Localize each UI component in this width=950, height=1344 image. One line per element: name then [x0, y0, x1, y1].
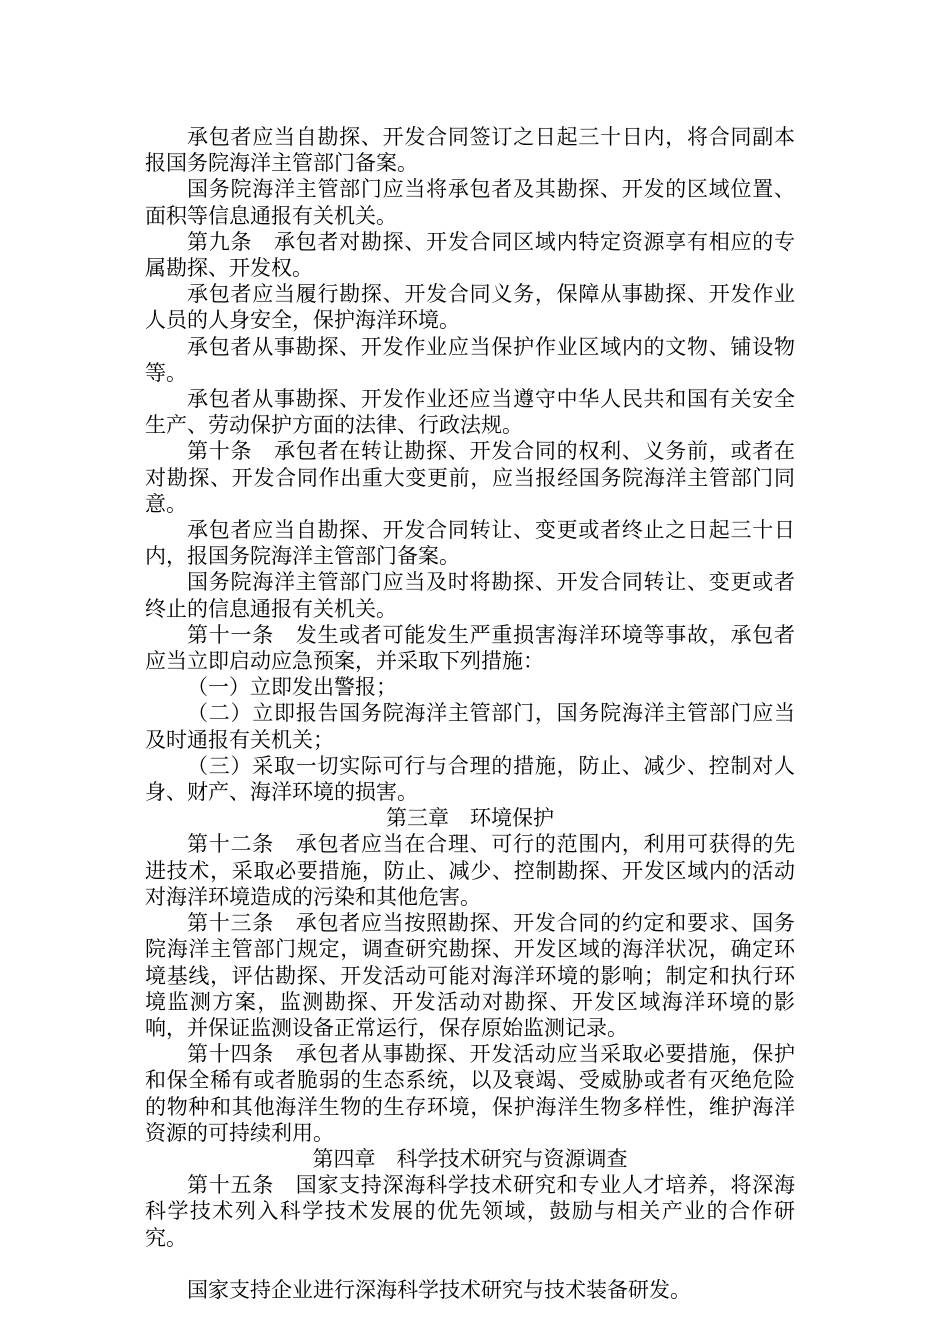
article-10: 第十条 承包者在转让勘探、开发合同的权利、义务前，或者在对勘探、开发合同作出重大变更前，应当报经国务院海洋主管部门同意。	[145, 439, 795, 516]
document-page	[145, 124, 795, 1303]
paragraph: 承包者应当自勘探、开发合同签订之日起三十日内，将合同副本报国务院海洋主管部门备案。	[145, 125, 795, 176]
blank-line	[145, 1251, 795, 1277]
article-13: 第十三条 承包者应当按照勘探、开发合同的约定和要求、国务院海洋主管部门规定，调查研究勘探、开发区域的海洋状况，确定环境基线，评估勘探、开发活动可能对海洋环境的影响；制定和执行环境监测方案，监测勘探、开发活动对勘探、开发区域海洋环境的影响，并保证监测设备正常运行，保存原始监测记录。	[145, 911, 795, 1040]
list-item: （二）立即报告国务院海洋主管部门，国务院海洋主管部门应当及时通报有关机关；	[145, 701, 795, 752]
article-11: 第十一条 发生或者可能发生严重损害海洋环境等事故，承包者应当立即启动应急预案，并采取下列措施：	[145, 622, 795, 674]
paragraph: 承包者应当自勘探、开发合同转让、变更或者终止之日起三十日内，报国务院海洋主管部门备案。	[145, 518, 795, 569]
chapter-3-heading: 第三章 环境保护	[386, 806, 554, 831]
paragraph: 承包者从事勘探、开发作业应当保护作业区域内的文物、铺设物等。	[145, 334, 795, 385]
article-15: 第十五条 国家支持深海科学技术研究和专业人才培养，将深海科学技术列入科学技术发展的优先领域，鼓励与相关产业的合作研究。	[145, 1173, 795, 1250]
paragraph: 承包者从事勘探、开发作业还应当遵守中华人民共和国有关安全生产、劳动保护方面的法律、行政法规。	[145, 387, 795, 438]
article-9: 第九条 承包者对勘探、开发合同区域内特定资源享有相应的专属勘探、开发权。	[145, 229, 795, 281]
article-14: 第十四条 承包者从事勘探、开发活动应当采取必要措施，保护和保全稀有或者脆弱的生态系统，以及衰竭、受威胁或者有灭绝危险的物种和其他海洋生物的生存环境，保护海洋生物多样性，维护海洋资源的可持续利用。	[145, 1042, 795, 1145]
article-12: 第十二条 承包者应当在合理、可行的范围内，利用可获得的先进技术，采取必要措施，防止、减少、控制勘探、开发区域内的活动对海洋环境造成的污染和其他危害。	[145, 832, 795, 909]
paragraph: 国家支持企业进行深海科学技术研究与技术装备研发。	[187, 1277, 691, 1302]
paragraph: 国务院海洋主管部门应当及时将勘探、开发合同转让、变更或者终止的信息通报有关机关。	[145, 570, 795, 621]
paragraph: 国务院海洋主管部门应当将承包者及其勘探、开发的区域位置、面积等信息通报有关机关。	[145, 177, 795, 228]
list-item: （一）立即发出警报；	[187, 675, 397, 700]
list-item: （三）采取一切实际可行与合理的措施，防止、减少、控制对人身、财产、海洋环境的损害。	[145, 753, 795, 805]
chapter-4-heading: 第四章 科学技术研究与资源调查	[312, 1146, 628, 1171]
paragraph: 承包者应当履行勘探、开发合同义务，保障从事勘探、开发作业人员的人身安全，保护海洋环境。	[145, 282, 795, 333]
